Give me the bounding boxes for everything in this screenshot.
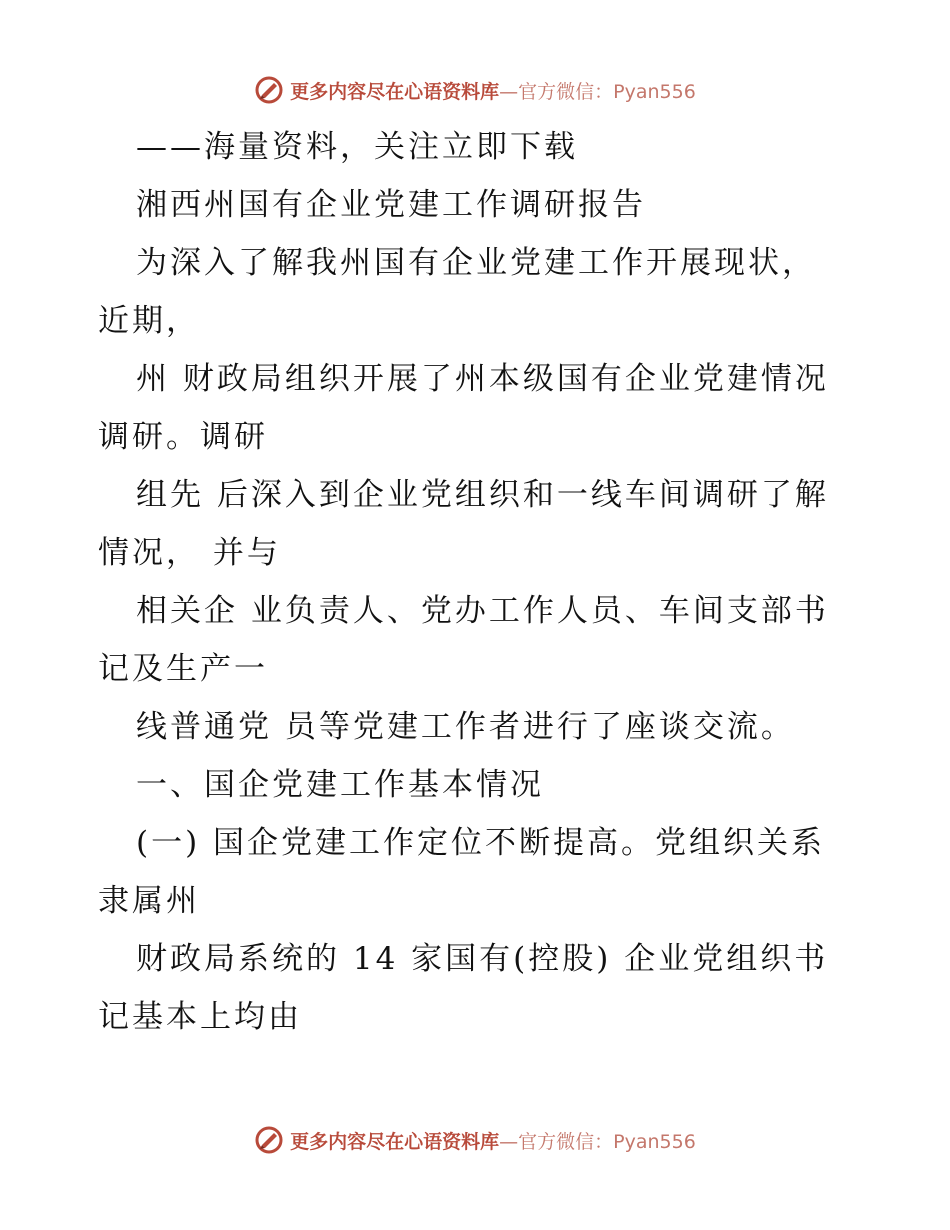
pen-circle-icon: [254, 75, 284, 105]
document-body: [98, 118, 858, 1046]
section-heading: 一、国企党建工作基本情况: [136, 767, 544, 803]
doc-title: 湘西州国有企业党建工作调研报告: [136, 187, 646, 223]
doc-line: 线普通党 员等党建工作者进行了座谈交流。: [136, 709, 795, 745]
footer-banner-text: [290, 1127, 696, 1154]
doc-line: 隶属州: [98, 883, 200, 919]
footer-banner-sep: —: [499, 1130, 519, 1153]
footer-banner-wechat: 官方微信：Pyan556: [518, 1130, 696, 1153]
footer-banner: [0, 1120, 950, 1160]
header-banner-text: [290, 77, 696, 104]
header-banner: [0, 70, 950, 110]
pen-circle-icon: [254, 1125, 284, 1155]
doc-line: ——海量资料，关注立即下载: [136, 129, 578, 165]
footer-banner-main: 更多内容尽在心语资料库: [290, 1130, 500, 1153]
doc-line: 组先 后深入到企业党组织和一线车间调研了解: [136, 477, 829, 513]
header-banner-main: 更多内容尽在心语资料库: [290, 80, 500, 103]
header-banner-wechat: 官方微信：Pyan556: [518, 80, 696, 103]
doc-line: 相关企 业负责人、党办工作人员、车间支部书: [136, 593, 829, 629]
doc-line: 记及生产一: [98, 651, 268, 687]
doc-line: 记基本上均由: [98, 999, 302, 1035]
doc-line: (一) 国企党建工作定位不断提高。党组织关系: [136, 825, 826, 861]
doc-line: 州 财政局组织开展了州本级国有企业党建情况: [136, 361, 829, 397]
doc-line: 财政局系统的 14 家国有(控股) 企业党组织书: [136, 941, 829, 977]
doc-line: 调研。调研: [98, 419, 268, 455]
doc-line: 近期，: [98, 303, 200, 339]
header-banner-sep: —: [499, 80, 519, 103]
doc-line: 情况， 并与: [98, 535, 281, 571]
doc-line: 为深入了解我州国有企业党建工作开展现状，: [136, 245, 816, 281]
